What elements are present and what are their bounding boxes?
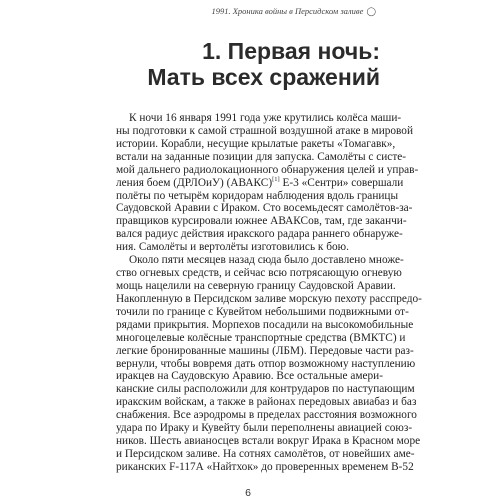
text-line: встали на заданные позиции для запуска. Самолёты с систе- — [116, 150, 407, 163]
text-line — [116, 175, 404, 190]
chapter-title-line-2: Мать всех сражений — [147, 64, 380, 90]
text-line: К ночи 16 января 1991 года уже крутились колёса маши- — [129, 112, 402, 124]
text-line: риканских F-117А «Найтхок» до проверенных временем В-52 — [116, 460, 414, 473]
text-line: правщиков курсировали южнее АВАКСов, там, где заканчи- — [116, 215, 407, 228]
text-line-part: Е-3 «Сентри» совершали — [279, 176, 404, 189]
text-line: и Персидском заливе. На сотнях самолётов, от новейших аме- — [116, 447, 415, 460]
text-line: мой дальнего радиолокационного обнаружения целей и управ- — [116, 163, 419, 176]
text-line: иракским войскам, а также в районах передовых авиабаз и баз — [116, 396, 417, 409]
text-line: Саудовской Аравии с Ираком. Сто восемьдесят самолётов-за- — [116, 202, 413, 215]
text-line: точили по границе с Кувейтом небольшими подвижными от- — [116, 305, 409, 318]
chapter-title-line-1: 1. Первая ночь: — [202, 38, 380, 64]
text-line: ников. Шесть авианосцев встали вокруг Ирака в Красном море — [116, 435, 421, 448]
text-line: полёты по четырём коридорам наблюдения вдоль границы — [116, 189, 399, 202]
text-line: иракцев на Саудовскую Аравию. Все остальные амери- — [116, 370, 383, 383]
text-line: рядами прикрытия. Морпехов посадили на высокомобильные — [116, 318, 414, 331]
text-line: вался радиус действия иракского радара раннего обнаруже- — [116, 228, 403, 241]
running-head — [211, 6, 376, 17]
text-line: ния. Самолёты и вертолёты изготовились к бою. — [116, 241, 349, 254]
chapter-title — [110, 38, 380, 90]
text-line: ство огневых средств, и сейчас всю потрясающую огневую — [116, 267, 402, 280]
text-line: многоцелевые колёсные транспортные средства (ВМКТС) и — [116, 331, 406, 344]
body-text — [116, 112, 422, 474]
circle-icon: ◯ — [366, 6, 376, 16]
text-line: истории. Корабли, несущие крылатые ракеты «Томагавк», — [116, 137, 396, 150]
text-line: Около пяти месяцев назад сюда было доставлено множе- — [129, 254, 404, 267]
text-line: канские силы расположили для контрударов по наступающим — [116, 383, 415, 396]
text-line: удара по Ираку и Кувейту были переполнены авиацией союз- — [116, 422, 413, 435]
text-line: снабжения. Все аэродромы в пределах расстояния возможного — [116, 409, 417, 422]
text-line: Накопленную в Персидском заливе морскую пехоту расспредо- — [116, 292, 422, 305]
page-number: 6 — [245, 487, 251, 499]
text-line: вернули, чтобы вовремя дать отпор возможному наступлению — [116, 357, 416, 370]
text-line: легкие бронированные машины (ЛБМ). Передовые части раз- — [116, 344, 414, 357]
text-line: ны подготовки к самой страшной воздушной атаке в мировой — [116, 124, 413, 137]
text-line: мощь нацелили на северную границу Саудовской Аравии. — [116, 279, 396, 292]
footnote-reference[interactable]: [1] — [272, 175, 280, 183]
text-line-part: ления боем (ДРЛОиУ) (АВАКС) — [116, 176, 273, 189]
running-head-text: 1991. Хроника войны в Персидском заливе — [211, 6, 364, 16]
